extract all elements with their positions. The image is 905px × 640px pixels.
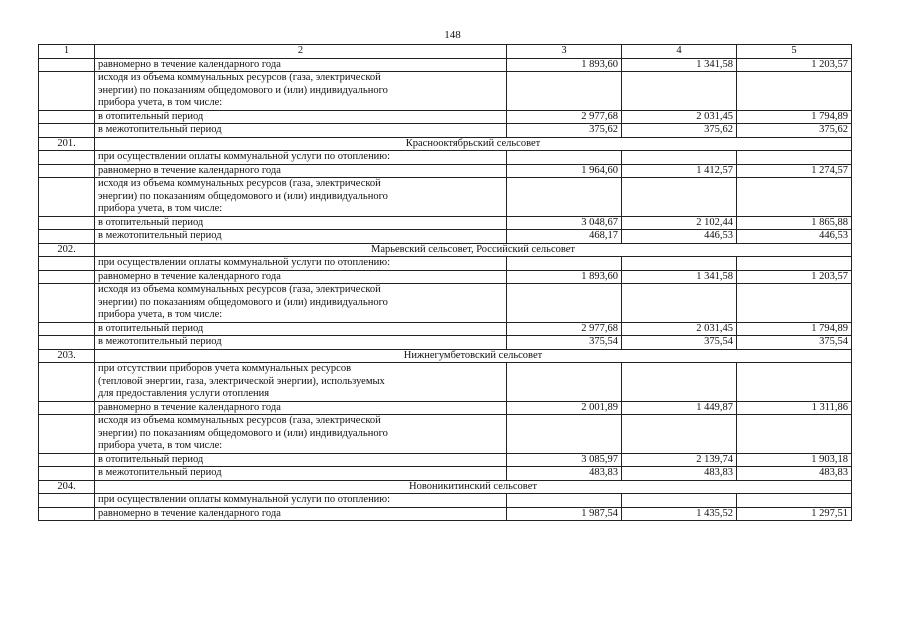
row-description: равномерно в течение календарного года xyxy=(95,164,507,178)
row-number xyxy=(39,151,95,165)
value-col-5: 446,53 xyxy=(737,230,852,244)
value-col-4: 2 031,45 xyxy=(622,110,737,124)
table-row xyxy=(39,415,852,454)
table-row xyxy=(39,322,852,336)
header-col-4: 4 xyxy=(622,45,737,59)
header-col-2: 2 xyxy=(95,45,507,59)
table-row xyxy=(39,507,852,521)
section-title: Новоникитинский сельсовет xyxy=(95,480,852,494)
row-number xyxy=(39,178,95,217)
row-number xyxy=(39,507,95,521)
table-row xyxy=(39,230,852,244)
value-col-5 xyxy=(737,72,852,111)
row-description: в отопительный период xyxy=(95,216,507,230)
value-col-3: 1 987,54 xyxy=(507,507,622,521)
value-col-5 xyxy=(737,494,852,508)
value-col-5 xyxy=(737,151,852,165)
value-col-5 xyxy=(737,363,852,402)
table-row xyxy=(39,270,852,284)
row-number xyxy=(39,284,95,323)
table-row xyxy=(39,363,852,402)
row-number xyxy=(39,363,95,402)
row-number xyxy=(39,257,95,271)
value-col-4: 1 435,52 xyxy=(622,507,737,521)
value-col-3: 3 048,67 xyxy=(507,216,622,230)
section-row xyxy=(39,243,852,257)
section-number: 203. xyxy=(39,349,95,363)
row-number xyxy=(39,415,95,454)
value-col-3 xyxy=(507,363,622,402)
value-col-5 xyxy=(737,257,852,271)
row-number xyxy=(39,453,95,467)
value-col-3: 3 085,97 xyxy=(507,453,622,467)
row-number xyxy=(39,494,95,508)
section-number: 201. xyxy=(39,137,95,151)
value-col-4: 2 139,74 xyxy=(622,453,737,467)
value-col-3 xyxy=(507,494,622,508)
value-col-4: 1 449,87 xyxy=(622,401,737,415)
row-description: при осуществлении оплаты коммунальной услуги по отоплению: xyxy=(95,494,507,508)
row-description: при отсутствии приборов учета коммунальных ресурсов (тепловой энергии, газа, электрической энергии), используемых для предоставления услуги отопления xyxy=(95,363,507,402)
page-number: 148 xyxy=(444,29,461,41)
row-description: исходя из объема коммунальных ресурсов (газа, электрической энергии) по показаниям общедомового и (или) индивидуального прибора учета, в том числе: xyxy=(95,284,507,323)
section-title: Краснооктябрьский сельсовет xyxy=(95,137,852,151)
section-row xyxy=(39,480,852,494)
value-col-4: 1 341,58 xyxy=(622,270,737,284)
table-row xyxy=(39,178,852,217)
value-col-4: 1 412,57 xyxy=(622,164,737,178)
section-title: Марьевский сельсовет, Российский сельсовет xyxy=(95,243,852,257)
row-description: при осуществлении оплаты коммунальной услуги по отоплению: xyxy=(95,151,507,165)
value-col-5: 375,54 xyxy=(737,336,852,350)
value-col-4: 375,62 xyxy=(622,124,737,138)
section-number: 202. xyxy=(39,243,95,257)
value-col-3: 468,17 xyxy=(507,230,622,244)
value-col-3 xyxy=(507,151,622,165)
row-description: в межотопительный период xyxy=(95,336,507,350)
row-description: при осуществлении оплаты коммунальной услуги по отоплению: xyxy=(95,257,507,271)
section-row xyxy=(39,349,852,363)
table-row xyxy=(39,401,852,415)
row-description: в межотопительный период xyxy=(95,230,507,244)
row-number xyxy=(39,72,95,111)
value-col-3 xyxy=(507,284,622,323)
row-number xyxy=(39,270,95,284)
row-number xyxy=(39,124,95,138)
row-description: равномерно в течение календарного года xyxy=(95,507,507,521)
value-col-3: 483,83 xyxy=(507,467,622,481)
row-description: исходя из объема коммунальных ресурсов (газа, электрической энергии) по показаниям общедомового и (или) индивидуального прибора учета, в том числе: xyxy=(95,415,507,454)
value-col-5: 1 903,18 xyxy=(737,453,852,467)
row-number xyxy=(39,164,95,178)
value-col-3 xyxy=(507,257,622,271)
value-col-4: 446,53 xyxy=(622,230,737,244)
table-row xyxy=(39,216,852,230)
row-description: в отопительный период xyxy=(95,453,507,467)
row-description: равномерно в течение календарного года xyxy=(95,58,507,72)
value-col-3 xyxy=(507,72,622,111)
table-row xyxy=(39,151,852,165)
table-row xyxy=(39,124,852,138)
row-description: исходя из объема коммунальных ресурсов (газа, электрической энергии) по показаниям общедомового и (или) индивидуального прибора учета, в том числе: xyxy=(95,72,507,111)
value-col-3: 375,54 xyxy=(507,336,622,350)
value-col-4 xyxy=(622,178,737,217)
value-col-5: 1 274,57 xyxy=(737,164,852,178)
row-number xyxy=(39,110,95,124)
value-col-4 xyxy=(622,284,737,323)
value-col-3: 375,62 xyxy=(507,124,622,138)
row-description: в отопительный период xyxy=(95,322,507,336)
value-col-5 xyxy=(737,284,852,323)
value-col-4 xyxy=(622,415,737,454)
row-description: равномерно в течение календарного года xyxy=(95,270,507,284)
row-number xyxy=(39,216,95,230)
value-col-3 xyxy=(507,415,622,454)
value-col-3: 2 977,68 xyxy=(507,322,622,336)
table-row xyxy=(39,164,852,178)
value-col-3: 2 977,68 xyxy=(507,110,622,124)
header-col-1: 1 xyxy=(39,45,95,59)
row-number xyxy=(39,467,95,481)
value-col-5: 483,83 xyxy=(737,467,852,481)
section-row xyxy=(39,137,852,151)
value-col-3: 1 964,60 xyxy=(507,164,622,178)
value-col-4: 483,83 xyxy=(622,467,737,481)
table-row xyxy=(39,284,852,323)
value-col-5: 1 794,89 xyxy=(737,110,852,124)
table-row xyxy=(39,110,852,124)
section-title: Нижнегумбетовский сельсовет xyxy=(95,349,852,363)
header-row xyxy=(39,45,852,59)
row-number xyxy=(39,336,95,350)
table-body xyxy=(39,58,852,521)
value-col-5: 1 311,86 xyxy=(737,401,852,415)
row-number xyxy=(39,401,95,415)
tariff-table xyxy=(38,44,852,521)
table-header xyxy=(39,45,852,59)
row-description: в межотопительный период xyxy=(95,124,507,138)
value-col-5: 1 203,57 xyxy=(737,270,852,284)
row-description: в межотопительный период xyxy=(95,467,507,481)
value-col-3: 2 001,89 xyxy=(507,401,622,415)
value-col-5 xyxy=(737,415,852,454)
section-number: 204. xyxy=(39,480,95,494)
value-col-3: 1 893,60 xyxy=(507,270,622,284)
value-col-4 xyxy=(622,494,737,508)
value-col-4 xyxy=(622,151,737,165)
value-col-5: 375,62 xyxy=(737,124,852,138)
header-col-3: 3 xyxy=(507,45,622,59)
value-col-4 xyxy=(622,257,737,271)
value-col-3: 1 893,60 xyxy=(507,58,622,72)
value-col-5: 1 865,88 xyxy=(737,216,852,230)
table-row xyxy=(39,72,852,111)
value-col-4: 375,54 xyxy=(622,336,737,350)
value-col-5: 1 794,89 xyxy=(737,322,852,336)
table-row xyxy=(39,494,852,508)
value-col-5: 1 297,51 xyxy=(737,507,852,521)
table-row xyxy=(39,257,852,271)
row-number xyxy=(39,230,95,244)
value-col-4 xyxy=(622,363,737,402)
table-row xyxy=(39,58,852,72)
row-number xyxy=(39,58,95,72)
value-col-5 xyxy=(737,178,852,217)
row-description: равномерно в течение календарного года xyxy=(95,401,507,415)
value-col-5: 1 203,57 xyxy=(737,58,852,72)
row-description: в отопительный период xyxy=(95,110,507,124)
value-col-3 xyxy=(507,178,622,217)
header-col-5: 5 xyxy=(737,45,852,59)
table-row xyxy=(39,467,852,481)
table-row xyxy=(39,336,852,350)
table-row xyxy=(39,453,852,467)
value-col-4 xyxy=(622,72,737,111)
value-col-4: 2 102,44 xyxy=(622,216,737,230)
value-col-4: 1 341,58 xyxy=(622,58,737,72)
row-description: исходя из объема коммунальных ресурсов (газа, электрической энергии) по показаниям общедомового и (или) индивидуального прибора учета, в том числе: xyxy=(95,178,507,217)
value-col-4: 2 031,45 xyxy=(622,322,737,336)
row-number xyxy=(39,322,95,336)
